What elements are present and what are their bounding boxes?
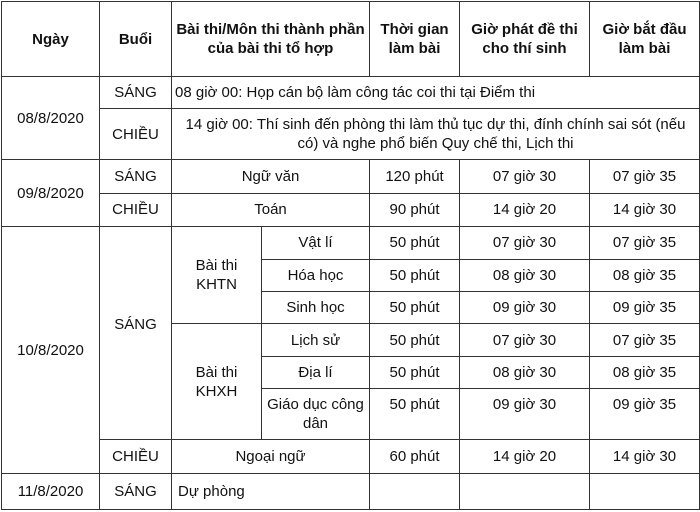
duration-cell: [370, 474, 460, 510]
table-row: [2, 77, 700, 109]
date-cell: 11/8/2020: [2, 474, 100, 510]
header-row: [2, 2, 700, 77]
subject-cell: Hóa học: [262, 259, 370, 291]
start-time-cell: [590, 474, 700, 510]
duration-cell: 50 phút: [370, 324, 460, 356]
session-cell: SÁNG: [100, 77, 172, 109]
start-time-cell: 14 giờ 30: [590, 439, 700, 473]
header-session: Buổi: [100, 2, 172, 77]
note-cell: 08 giờ 00: Họp cán bộ làm công tác coi thi tại Điểm thi: [172, 77, 700, 109]
paper-time-cell: 14 giờ 20: [460, 439, 590, 473]
session-cell: SÁNG: [100, 227, 172, 440]
group-cell-khxh: Bài thi KHXH: [172, 324, 262, 440]
paper-time-cell: [460, 474, 590, 510]
session-cell: SÁNG: [100, 474, 172, 510]
paper-time-cell: 08 giờ 30: [460, 259, 590, 291]
start-time-cell: 08 giờ 35: [590, 356, 700, 388]
start-time-cell: 08 giờ 35: [590, 259, 700, 291]
subject-cell: Lịch sử: [262, 324, 370, 356]
paper-time-cell: 09 giờ 30: [460, 389, 590, 440]
subject-cell: Toán: [172, 193, 370, 226]
subject-cell: Địa lí: [262, 356, 370, 388]
exam-schedule-table: [1, 1, 700, 510]
duration-cell: 50 phút: [370, 389, 460, 440]
subject-cell: Sinh học: [262, 291, 370, 323]
table-row: [2, 474, 700, 510]
date-cell: 09/8/2020: [2, 160, 100, 227]
subject-cell: Giáo dục công dân: [262, 389, 370, 440]
session-cell: CHIỀU: [100, 193, 172, 226]
session-cell: CHIỀU: [100, 109, 172, 160]
paper-time-cell: 07 giờ 30: [460, 227, 590, 259]
duration-cell: 50 phút: [370, 291, 460, 323]
table-row: [2, 160, 700, 193]
table-row: [2, 439, 700, 473]
table-row: [2, 109, 700, 160]
start-time-cell: 14 giờ 30: [590, 193, 700, 226]
date-cell: 08/8/2020: [2, 77, 100, 160]
header-subject: Bài thi/Môn thi thành phần của bài thi tổ hợp: [172, 2, 370, 77]
header-date: Ngày: [2, 2, 100, 77]
duration-cell: 60 phút: [370, 439, 460, 473]
start-time-cell: 07 giờ 35: [590, 324, 700, 356]
date-cell: 10/8/2020: [2, 227, 100, 474]
start-time-cell: 07 giờ 35: [590, 160, 700, 193]
start-time-cell: 09 giờ 35: [590, 291, 700, 323]
session-cell: CHIỀU: [100, 439, 172, 473]
header-duration: Thời gian làm bài: [370, 2, 460, 77]
subject-cell: Dự phòng: [172, 474, 370, 510]
header-paper-time: Giờ phát đề thi cho thí sinh: [460, 2, 590, 77]
duration-cell: 50 phút: [370, 227, 460, 259]
table-row: [2, 227, 700, 259]
group-cell-khtn: Bài thi KHTN: [172, 227, 262, 324]
paper-time-cell: 07 giờ 30: [460, 160, 590, 193]
duration-cell: 90 phút: [370, 193, 460, 226]
start-time-cell: 09 giờ 35: [590, 389, 700, 440]
note-cell: 14 giờ 00: Thí sinh đến phòng thi làm thủ tục dự thi, đính chính sai sót (nếu có) và nghe phổ biến Quy chế thi, Lịch thi: [172, 109, 700, 160]
subject-cell: Ngữ văn: [172, 160, 370, 193]
paper-time-cell: 09 giờ 30: [460, 291, 590, 323]
duration-cell: 50 phút: [370, 259, 460, 291]
duration-cell: 50 phút: [370, 356, 460, 388]
subject-cell: Ngoại ngữ: [172, 439, 370, 473]
table-row: [2, 193, 700, 226]
subject-cell: Vật lí: [262, 227, 370, 259]
paper-time-cell: 08 giờ 30: [460, 356, 590, 388]
duration-cell: 120 phút: [370, 160, 460, 193]
header-start-time: Giờ bắt đầu làm bài: [590, 2, 700, 77]
start-time-cell: 07 giờ 35: [590, 227, 700, 259]
paper-time-cell: 07 giờ 30: [460, 324, 590, 356]
session-cell: SÁNG: [100, 160, 172, 193]
paper-time-cell: 14 giờ 20: [460, 193, 590, 226]
